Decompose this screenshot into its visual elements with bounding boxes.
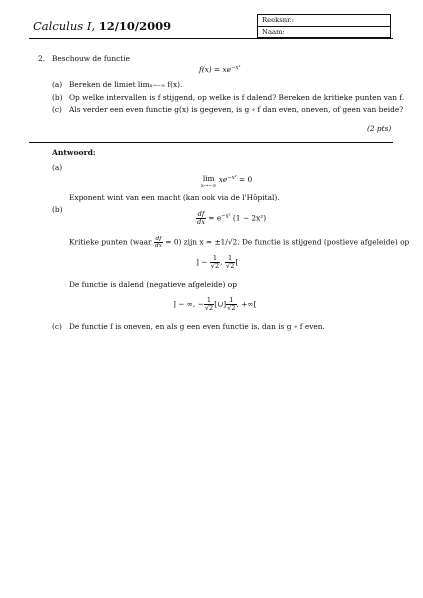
answer-b-critical-points: Kritieke punten (waar $\frac{df}{dx}$ = 0) zijn x = ±1/√2. De functie is stijgend (postieve afgeleide) op — [69, 236, 410, 249]
answer-c-text: De functie f is oneven, en als g een even functie is, dan is g ∘ f even. — [69, 322, 325, 331]
answer-c-label: (c) — [52, 322, 62, 331]
answer-a-label: (a) — [52, 163, 63, 172]
part-a-label: (a) — [52, 80, 63, 89]
answer-title: Antwoord: — [52, 148, 96, 157]
answer-b-decreasing-text: De functie is dalend (negatieve afgeleide) op — [69, 280, 237, 289]
part-a-text: Bereken de limiet limx→−∞ f(x). — [69, 80, 183, 89]
naam-field[interactable]: Naam: — [258, 26, 390, 37]
answer-b-decreasing-interval: ] − ∞, − $\frac{1}{√2}$ [∪] $\frac{1}{√2}$ , +∞[ — [173, 296, 257, 312]
part-c-label: (c) — [52, 105, 62, 114]
header-divider — [29, 38, 393, 39]
part-b-label: (b) — [52, 93, 63, 102]
page-header-title — [33, 19, 171, 33]
exam-date: 12/10/2009 — [98, 19, 172, 33]
function-definition: $f(x) = xe^{-x^2}$ — [199, 65, 241, 74]
answer-b-increasing-interval: ] − $\frac{1}{√2}$ , $\frac{1}{√2}$ [ — [196, 254, 239, 270]
question-intro: Beschouw de functie — [52, 54, 130, 63]
part-c-text: Als verder een even functie g(x) is gegeven, is g ∘ f dan even, oneven, of geen van beide? — [69, 105, 404, 114]
student-info-box — [257, 14, 391, 38]
answer-b-derivative: $\frac{df}{dx}$ = $e^{-x^2}$ (1 − 2x²) — [197, 210, 267, 226]
points-label: (2 pts) — [367, 124, 392, 133]
answer-b-label: (b) — [52, 205, 63, 214]
part-b-text: Op welke intervallen is f stijgend, op welke is f dalend? Bereken de kritieke punten van f. — [69, 93, 405, 102]
answer-a-limit: lim x→−∞ $xe^{-x^2} = 0$ — [201, 174, 253, 189]
course-name: Calculus I, — [33, 19, 96, 33]
answer-divider — [29, 142, 393, 143]
question-number: 2. — [38, 54, 46, 63]
answer-a-note: Exponent wint van een macht (kan ook via de l'Hôpital). — [69, 193, 280, 202]
reeksnr-field[interactable]: Reeksnr.: — [262, 16, 295, 24]
